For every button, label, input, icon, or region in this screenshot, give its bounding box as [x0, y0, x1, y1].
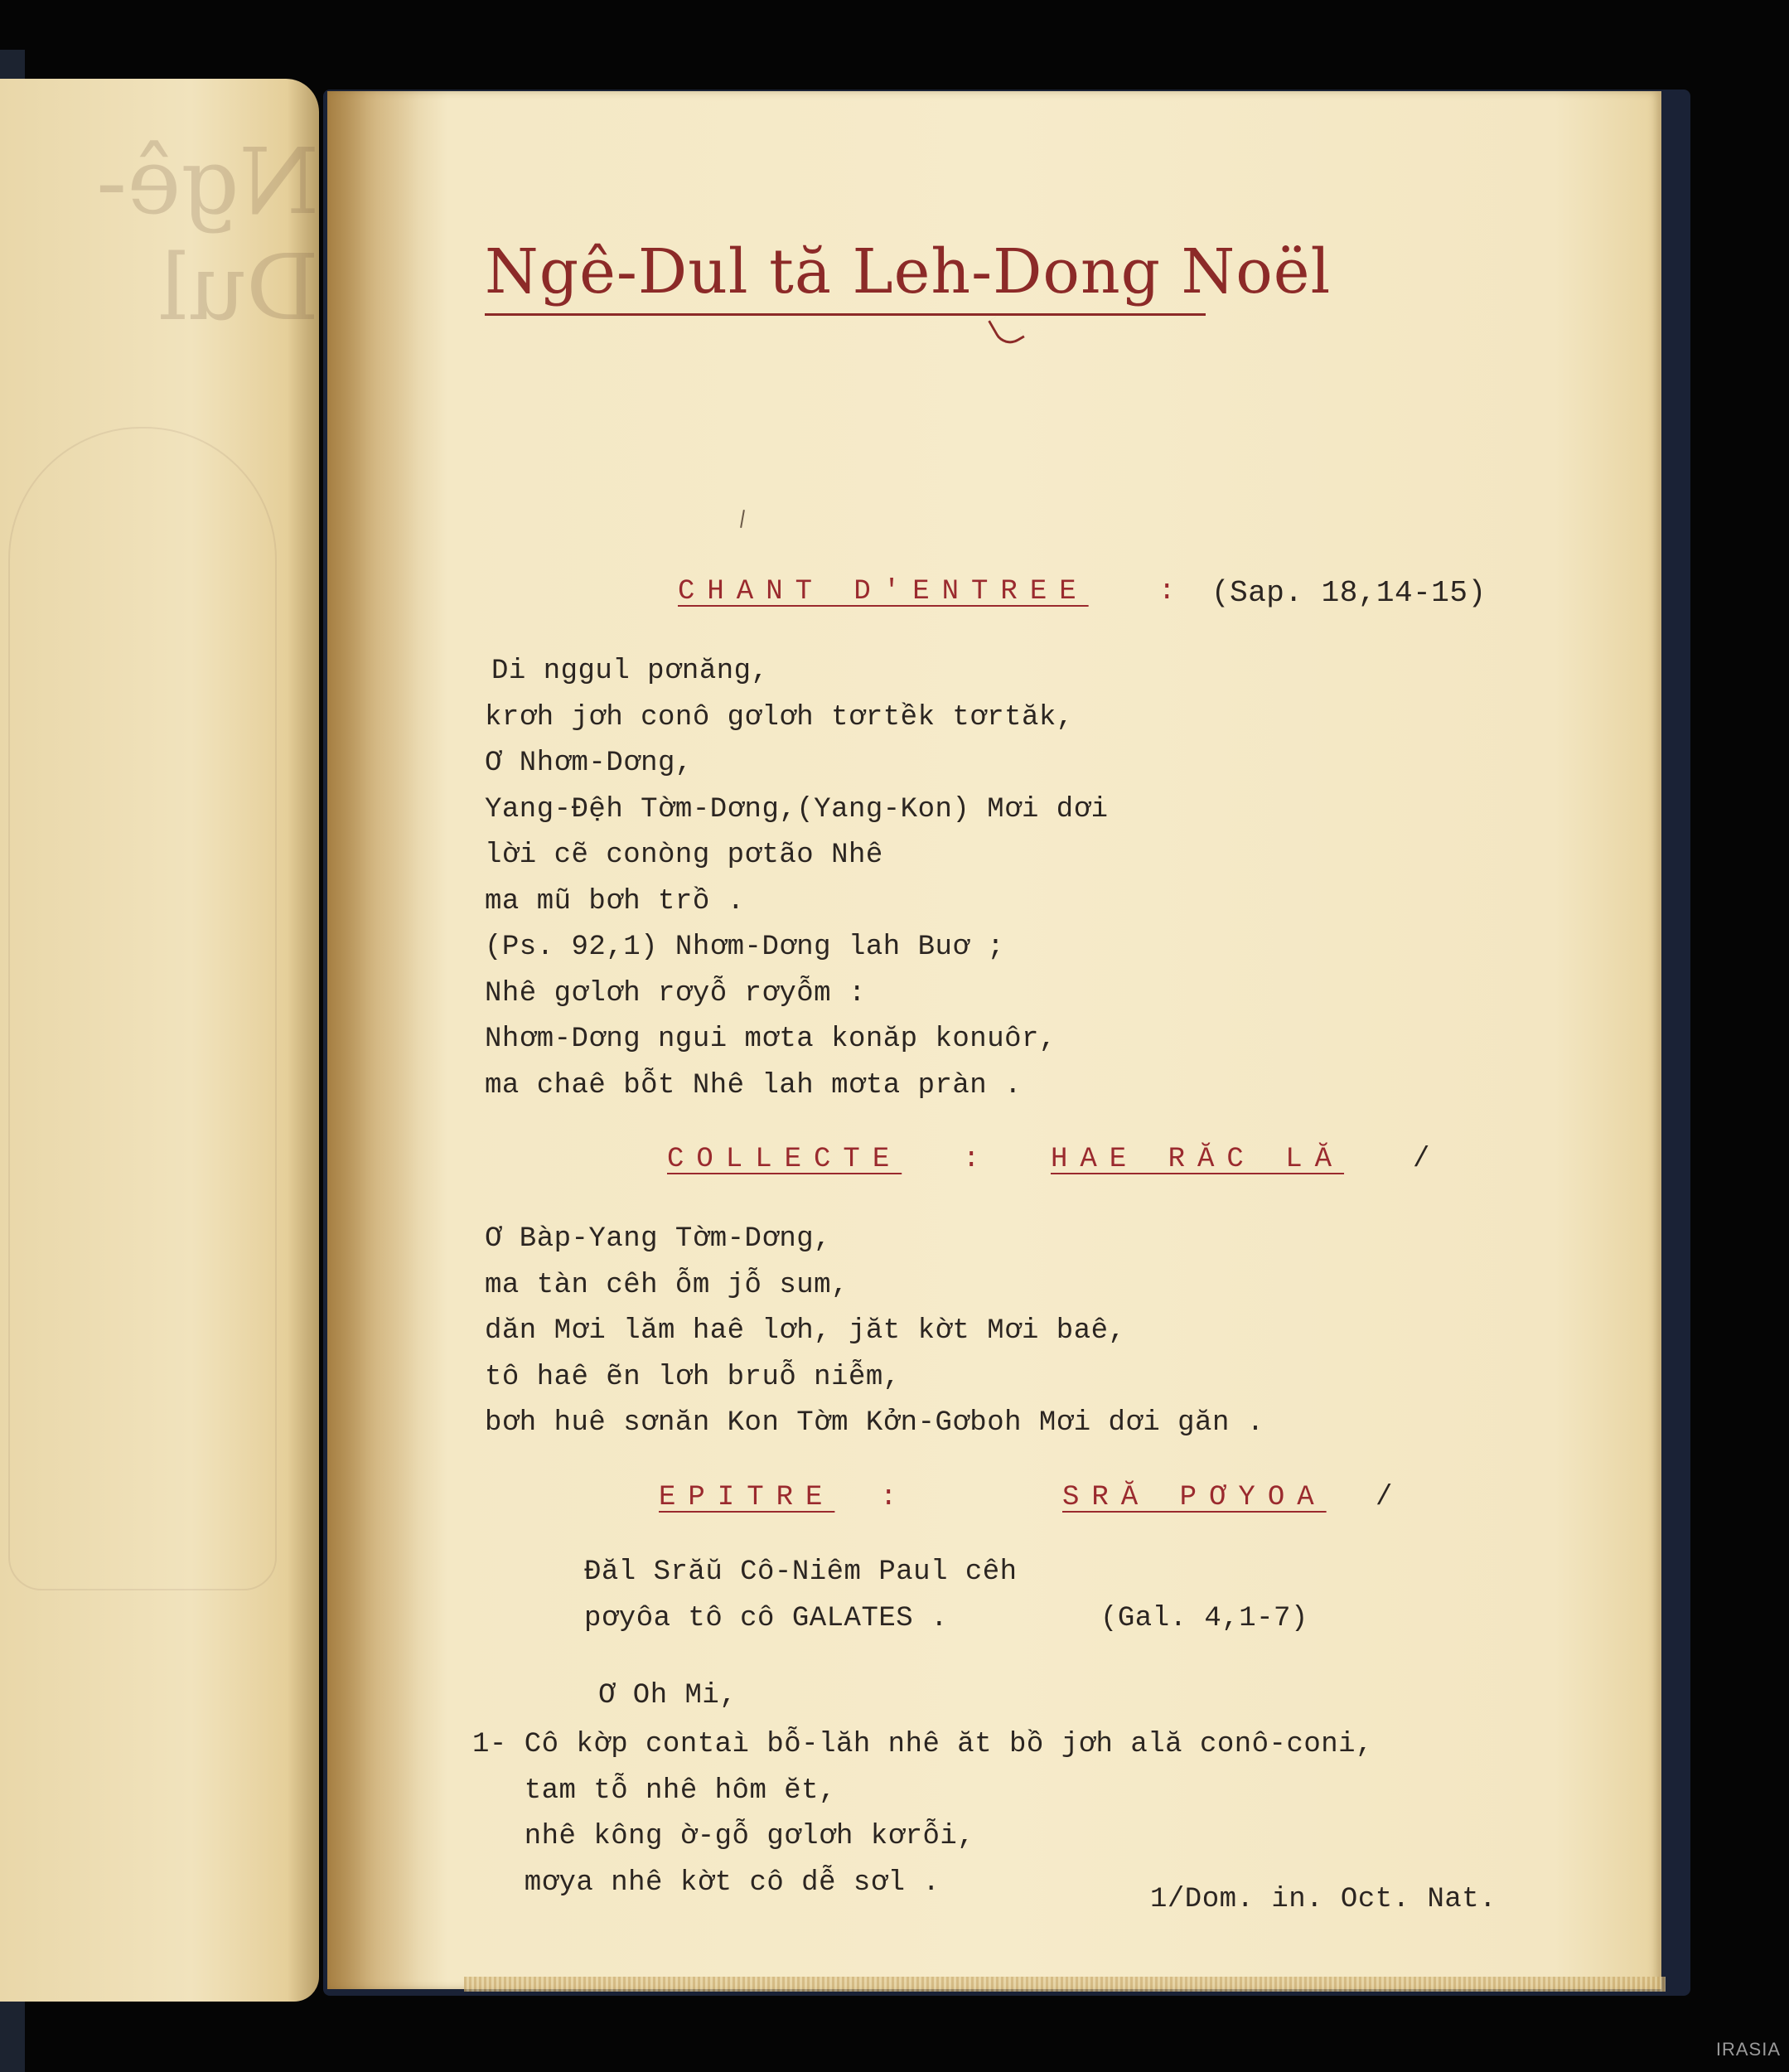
chant-entree-heading: CHANT D'ENTREE — [678, 576, 1089, 608]
verse-line: mơya nhê kờt cô dễ sơl . — [472, 1866, 940, 1899]
epitre-subheading: SRĂ PƠYOA — [1062, 1482, 1327, 1513]
chant-line: Nhê gơlơh rơyỗ rơyỗm : — [485, 977, 866, 1009]
page-stack-edge — [464, 1977, 1666, 1992]
chant-entree-text — [485, 649, 1645, 1109]
verse-line: 1- Cô kờp contaì bỗ-lăh nhê ăt bồ jơh ală conô-coni, — [472, 1729, 1373, 1760]
chant-line: Nhơm-Dơng ngui mơta konăp konuôr, — [485, 1024, 1056, 1055]
epitre-reference: (Gal. 4,1-7) — [1100, 1603, 1308, 1634]
chant-line: Di nggul pơnăng, — [491, 656, 769, 687]
epitre-verse — [472, 1722, 1632, 1906]
collecte-text — [485, 1217, 1645, 1447]
previous-page-bleed-through: Ngê-Dul — [96, 128, 319, 341]
collecte-line: bơh huê sơnăn Kon Tờm Kởn-Gơboh Mơi dơi găn . — [485, 1407, 1264, 1439]
chant-line: (Ps. 92,1) Nhơm-Dơng lah Buơ ; — [485, 932, 1005, 963]
verse-line: nhê kông ờ-gỗ gơlơh kơrỗi, — [472, 1821, 975, 1852]
epitre-salutation: Ơ Oh Mi, — [598, 1680, 737, 1711]
chant-entree-reference: (Sap. 18,14-15) — [1211, 576, 1487, 610]
epitre-heading: EPITRE — [659, 1482, 835, 1513]
chant-line: krơh jơh conô gơlơh tơrtềk tơrtăk, — [485, 701, 1074, 733]
collecte-subheading: HAE RĂC LĂ — [1051, 1144, 1345, 1175]
chant-line: Yang-Đệh Tờm-Dơng,(Yang-Kon) Mơi dơi — [485, 793, 1109, 825]
previous-page — [0, 79, 319, 2002]
epitre-slash: / — [1376, 1482, 1393, 1513]
collecte-colon: : — [963, 1144, 980, 1175]
collecte-line: dăn Mơi lăm haê lơh, jăt kờt Mơi baê, — [485, 1315, 1126, 1347]
chant-entree-colon: : — [1158, 576, 1176, 608]
verse-line: tam tỗ nhê hôm ĕt, — [472, 1774, 836, 1807]
page-footer-reference: 1/Dom. in. Oct. Nat. — [1150, 1884, 1497, 1915]
collecte-line: tô haê ẽn lơh bruỗ niễm, — [485, 1361, 901, 1393]
collecte-heading: COLLECTE — [667, 1144, 902, 1175]
watermark: IRASIA — [1715, 2039, 1781, 2060]
chant-line: Ơ Nhơm-Dơng, — [485, 748, 693, 779]
collecte-line: Ơ Bàp-Yang Tờm-Dơng, — [485, 1223, 832, 1255]
chant-line: ma chaê bỗt Nhê lah mơta pràn . — [485, 1069, 1023, 1101]
chant-line: lời cẽ conòng pơtão Nhê — [485, 840, 883, 871]
page-gutter-shadow — [327, 91, 418, 1989]
epitre-intro-line: Đăl Srăŭ Cô-Niêm Paul cêh — [584, 1556, 1018, 1588]
page-title: Ngê-Dul tă Leh-Dong Noël — [485, 236, 1332, 307]
epitre-colon: : — [880, 1482, 897, 1513]
previous-page-sketch — [8, 427, 277, 1590]
collecte-line: ma tàn cêh ỗm jỗ sum, — [485, 1269, 849, 1301]
chant-line: ma mũ bơh trồ . — [485, 885, 745, 917]
collecte-slash: / — [1413, 1144, 1430, 1175]
epitre-intro-line: pơyôa tô cô GALATES . — [584, 1603, 948, 1634]
title-underline — [485, 313, 1206, 316]
